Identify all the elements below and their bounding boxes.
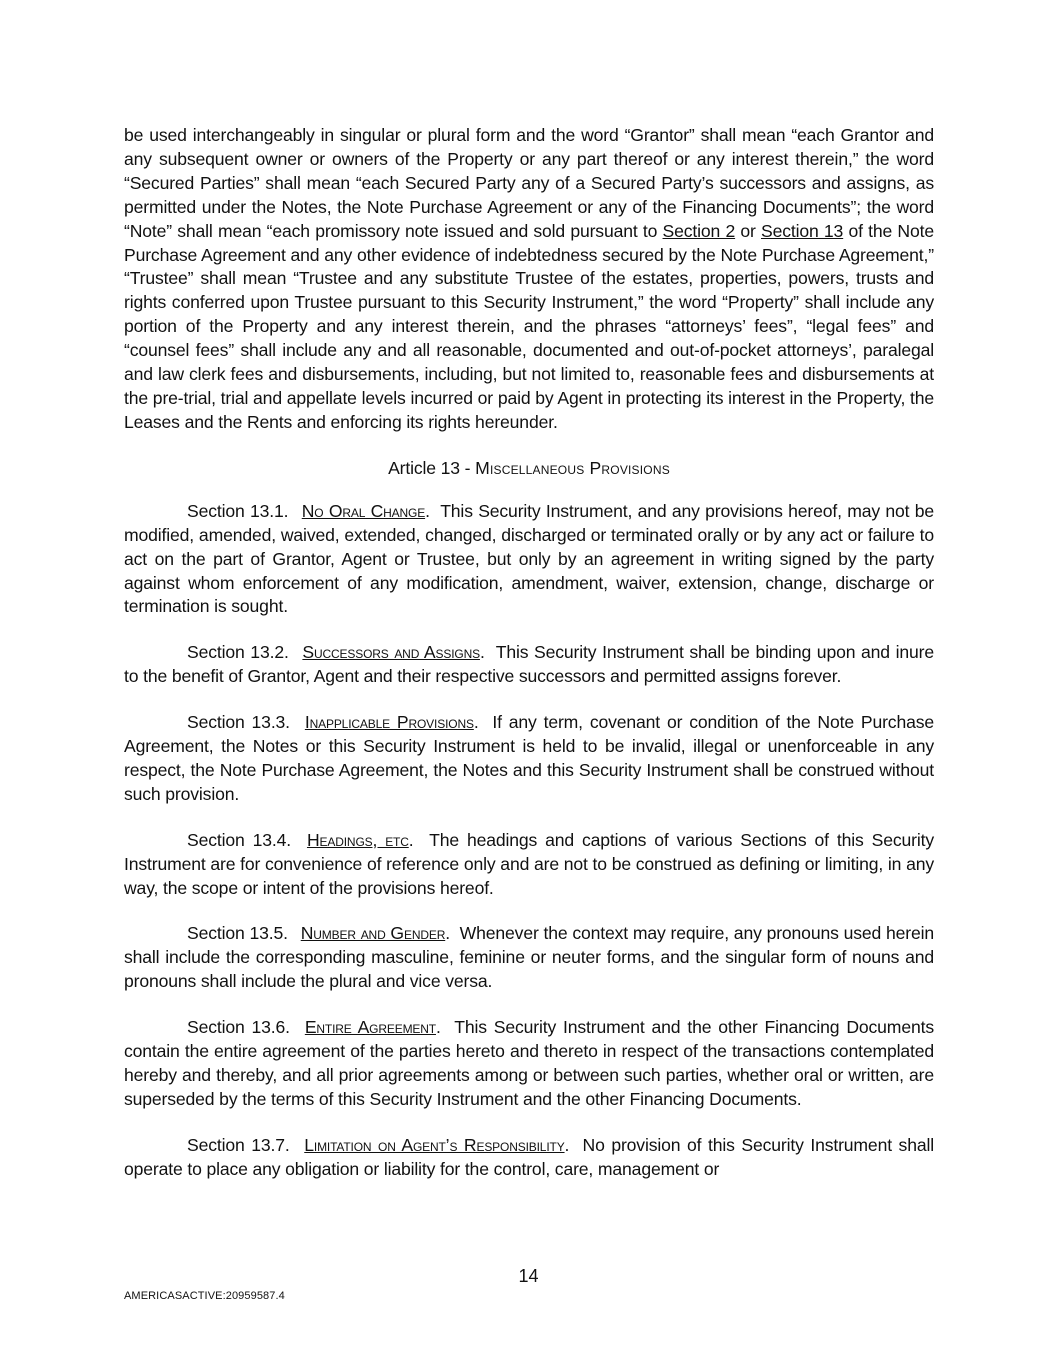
section-title: Number and Gender <box>300 923 446 944</box>
section-number: Section 13.7. <box>187 1134 290 1155</box>
section-number: Section 13.4. <box>187 829 291 850</box>
section-body: This Security Instrument shall be binding upon and inure to the benefit of Grantor, Agent and their respective successors and permitted assigns forever. <box>124 642 934 687</box>
article-separator: - <box>459 457 476 478</box>
section-13-1: Section 13.1. No Oral Change. This Security Instrument, and any provisions hereof, may not be modified, amended, waived, extended, changed, discharged or terminated orally or by any act or failure to act on the part of Grantor, Agent or Trustee, but only by an agreement in writing signed by the party against whom enforcement of any modification, amendment, waiver, extension, change, discharge or termination is sought. <box>124 500 934 617</box>
section-13-6: Section 13.6. Entire Agreement. This Security Instrument and the other Financing Documents contain the entire agreement of the parties hereto and thereto in respect of the transactions contemplated hereby and thereby, and all prior agreements among or between such parties, whether oral or written, are superseded by the terms of this Security Instrument and the other Financing Documents. <box>124 1017 934 1109</box>
section-body: Whenever the context may require, any pronouns used herein shall include the corresponding masculine, feminine or neuter forms, and the singular form of nouns and pronouns shall include the plural and vice versa. <box>124 923 934 992</box>
section-title: Limitation on Agent’s Responsibility <box>304 1134 565 1155</box>
section-body: This Security Instrument and the other Financing Documents contain the entire agreement of the parties hereto and thereto in respect of the transactions contemplated hereby and thereby, and all prior agreements among or between such parties, whether oral or written, are superseded by the terms of this Security Instrument and the other Financing Documents. <box>124 1017 934 1109</box>
document-page <box>124 124 934 1204</box>
section-13-7: Section 13.7. Limitation on Agent’s Responsibility. No provision of this Security Instrument shall operate to place any obligation or liability for the control, care, management or <box>124 1134 934 1179</box>
section-number: Section 13.3. <box>187 712 290 733</box>
page-number: 14 <box>518 1266 539 1286</box>
section-13-4: Section 13.4. Headings, etc. The headings and captions of various Sections of this Security Instrument are for convenience of reference only and are not to be construed as defining or limiting, in any way, the scope or intent of the provisions hereof. <box>124 829 934 898</box>
section-number: Section 13.6. <box>187 1017 290 1038</box>
section-13-2: Section 13.2. Successors and Assigns. This Security Instrument shall be binding upon and inure to the benefit of Grantor, Agent and their respective successors and permitted assigns forever. <box>124 642 934 687</box>
section-title: Entire Agreement <box>304 1017 436 1038</box>
section-body: The headings and captions of various Sections of this Security Instrument are for convenience of reference only and are not to be construed as defining or limiting, in any way, the scope or intent of the provisions hereof. <box>124 829 934 898</box>
section-2-reference[interactable]: Section 2 <box>662 220 736 241</box>
section-title: Inapplicable Provisions <box>304 712 474 733</box>
section-number: Section 13.5. <box>187 923 288 944</box>
article-heading <box>124 456 934 480</box>
section-body: If any term, covenant or condition of the Note Purchase Agreement, the Notes or this Security Instrument is held to be invalid, illegal or unenforceable in any respect, the Note Purchase Agreement, the Notes and this Security Instrument shall be construed without such provision. <box>124 712 934 804</box>
intro-text-1: be used interchangeably in singular or plural form and the word “Grantor” shall mean “each Grantor and any subsequent owner or owners of the Property or any part thereof or any interest therein,” the word “Secured Parties” shall mean “each Secured Party any of a Secured Party’s successors and assigns, as permitted under the Notes, the Note Purchase Agreement or any of the Financing Documents”; the word “Note” shall mean “each promissory note issued and sold pursuant to <box>124 125 934 241</box>
section-13-reference[interactable]: Section 13 <box>761 220 844 241</box>
section-number: Section 13.2. <box>187 642 289 663</box>
article-label: Article 13 <box>388 457 460 478</box>
article-title: Miscellaneous Provisions <box>475 457 670 478</box>
document-id: AMERICASACTIVE:20959587.4 <box>124 1290 285 1302</box>
section-body: No provision of this Security Instrument shall operate to place any obligation or liability for the control, care, management or <box>124 1134 934 1179</box>
intro-text-2: or <box>735 220 761 241</box>
section-title: No Oral Change <box>301 500 426 521</box>
section-13-3: Section 13.3. Inapplicable Provisions. If any term, covenant or condition of the Note Purchase Agreement, the Notes or this Security Instrument is held to be invalid, illegal or unenforceable in any respect, the Note Purchase Agreement, the Notes and this Security Instrument shall be construed without such provision. <box>124 712 934 804</box>
intro-text-3: of the Note Purchase Agreement and any other evidence of indebtedness secured by the Note Purchase Agreement,” “Trustee” shall mean “Trustee and any substitute Trustee of the estates, properties, powers, trusts and rights conferred upon Trustee pursuant to this Security Instrument,” the word “Property” shall include any portion of the Property and any interest therein, and the phrases “attorneys’ fees”, “legal fees” and “counsel fees” shall include any and all reasonable, documented and out-of-pocket attorneys’, paralegal and law clerk fees and disbursements, including, but not limited to, reasonable fees and disbursements at the pre-trial, trial and appellate levels incurred or paid by Agent in protecting its interest in the Property, the Leases and the Rents and enforcing its rights hereunder. <box>124 220 934 432</box>
intro-paragraph <box>124 124 934 435</box>
section-number: Section 13.1. <box>187 500 289 521</box>
section-title: Headings, etc <box>306 829 409 850</box>
section-title: Successors and Assigns <box>302 642 480 663</box>
section-body: This Security Instrument, and any provisions hereof, may not be modified, amended, waived, extended, changed, discharged or terminated orally or by any act or failure to act on the part of Grantor, Agent or Trustee, but only by an agreement in writing signed by the party against whom enforcement of any modification, amendment, waiver, extension, change, discharge or termination is sought. <box>124 500 934 617</box>
section-13-5: Section 13.5. Number and Gender. Whenever the context may require, any pronouns used herein shall include the corresponding masculine, feminine or neuter forms, and the singular form of nouns and pronouns shall include the plural and vice versa. <box>124 923 934 992</box>
